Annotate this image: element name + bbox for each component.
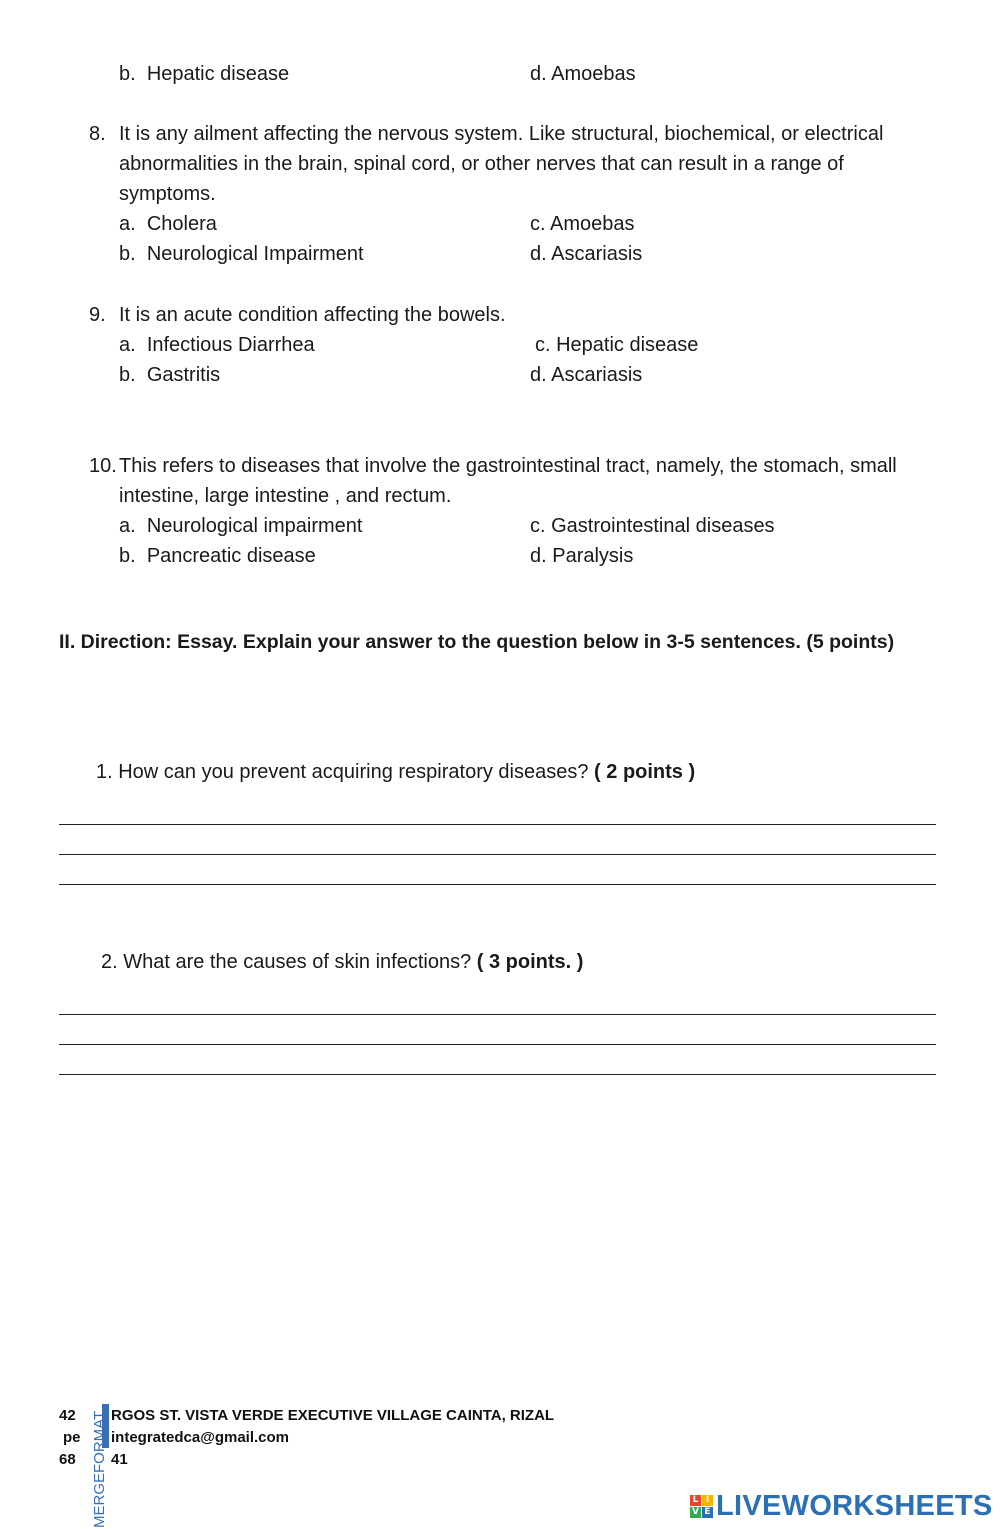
option-letter: b. [119,63,136,85]
answer-line[interactable] [59,854,936,855]
option-letter: b. [119,545,136,567]
q10-stem: This refers to diseases that involve the gastrointestinal tract, namely, the stomach, small intestine, large intestine , and rectum. [119,455,897,507]
footer-phone-prefix: 68 [59,1451,76,1468]
liveworksheets-logo [690,1488,993,1524]
q7-option-b [119,62,289,86]
q8-number: 8. [89,123,106,145]
brand-icon-letter: L [690,1495,701,1506]
footer-address: RGOS ST. VISTA VERDE EXECUTIVE VILLAGE CAINTA, RIZAL [111,1407,555,1424]
brand-icon-letter: E [702,1507,713,1518]
essay-question-1 [96,760,695,784]
q7-option-d: d. Amoebas [530,63,636,85]
essay-question-2-points: ( 3 points. ) [476,951,584,973]
q8-stem: It is any ailment affecting the nervous system. Like structural, biochemical, or electrical abnormalities in the brain, spinal cord, or other nerves that can result in a range of symptoms. [119,123,884,205]
answer-line[interactable] [59,1014,936,1015]
q8-option-a [119,212,217,236]
brand-icon-letter: I [702,1495,713,1506]
field-code-text: MERGEFORMAT [91,1410,108,1528]
q7-option-b-text: Hepatic disease [146,63,290,85]
option-letter: a. [119,515,136,537]
answer-line[interactable] [59,1074,936,1075]
q10-option-d: d. Paralysis [530,545,634,567]
option-letter: a. [119,213,136,235]
q10-option-a [119,514,362,538]
q9-option-b-text: Gastritis [146,364,221,386]
answer-line[interactable] [59,884,936,885]
q9-option-b [119,363,220,387]
q8-option-c: c. Amoebas [530,213,635,235]
essay-question-1-points: ( 2 points ) [594,761,696,783]
q9-number: 9. [89,304,106,326]
brand-icon-letter: V [690,1507,701,1518]
q9-option-a-text: Infectious Diarrhea [146,334,315,356]
q9-stem: It is an acute condition affecting the bowels. [119,304,506,326]
q10-option-a-text: Neurological impairment [146,515,363,537]
q8-option-a-text: Cholera [146,213,217,235]
q9-option-a [119,333,315,357]
answer-line[interactable] [59,1044,936,1045]
essay-question-2 [101,950,583,974]
q10-option-c: c. Gastrointestinal diseases [530,515,775,537]
section-heading: II. Direction: Essay. Explain your answer to the question below in 3-5 sentences. (5 points) [59,631,895,653]
option-letter: b. [119,364,136,386]
footer-email-prefix: pe [63,1429,81,1446]
q9-option-c: c. Hepatic disease [535,334,699,356]
q9-option-d: d. Ascariasis [530,364,643,386]
brand-name: LIVEWORKSHEETS [716,1489,993,1522]
q10-option-b [119,544,316,568]
option-letter: b. [119,243,136,265]
q8-option-b-text: Neurological Impairment [146,243,364,265]
q10-number: 10. [89,455,117,477]
q8-option-d: d. Ascariasis [530,243,643,265]
option-letter: a. [119,334,136,356]
footer-address-prefix: 42 [59,1407,76,1424]
q10-option-b-text: Pancreatic disease [146,545,316,567]
q8-option-b [119,242,364,266]
essay-question-1-text: 1. How can you prevent acquiring respiratory diseases? [96,761,595,783]
liveworksheets-icon [690,1495,713,1518]
footer-phone-suffix: 41 [111,1451,128,1468]
answer-line[interactable] [59,824,936,825]
footer-email: integratedca@gmail.com [111,1429,290,1446]
essay-question-2-text: 2. What are the causes of skin infections? [101,951,477,973]
